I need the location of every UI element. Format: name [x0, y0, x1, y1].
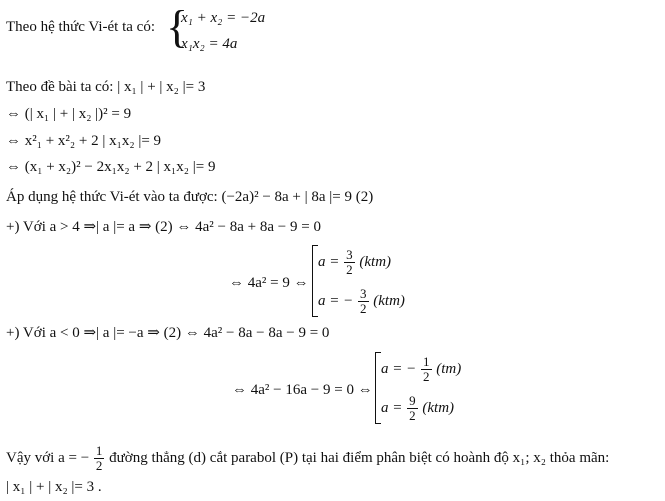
apply-vieta-line: Áp dụng hệ thức Vi-ét vào ta được: (−2a)² − 8a + | 8a |= 9 (2) — [6, 189, 374, 205]
system-brace: { — [166, 1, 189, 52]
vieta-sum: x₁ + x₂ = −2a — [181, 10, 266, 26]
conclusion-line: Vậy với a = − $\frac{1}{2}$ đường thẳng (d) cắt parabol (P) tại hai điểm phân biệt có hoành độ x₁; x₂ thỏa mãn: — [6, 443, 610, 473]
vieta-product: x₁x₂ = 4a — [181, 36, 238, 52]
case-positive-solve: ⇔ 4a² = 9 ⇔ — [229, 275, 309, 291]
step-expand: ⇔ x²₁ + x²₂ + 2 | x₁x₂ |= 9 — [6, 133, 162, 149]
vieta-intro — [6, 18, 155, 36]
case-negative-root1: a = − $\frac{1}{2}$ (tm) — [381, 354, 462, 384]
case-negative-root2: a = $\frac{9}{2}$ (ktm) — [381, 393, 455, 423]
case-positive-line: +) Với a > 4 ⇒| a |= a ⇒ (2) ⇔ 4a² − 8a + 8a − 9 = 0 — [6, 219, 321, 235]
step-rewrite: ⇔ (x₁ + x₂)² − 2x₁x₂ + 2 | x₁x₂ |= 9 — [6, 159, 216, 175]
case-negative-solve: ⇔ 4a² − 16a − 9 = 0 ⇔ — [232, 382, 373, 398]
case-positive-root1: a = $\frac{3}{2}$ (ktm) — [318, 247, 392, 277]
case-positive-root2: a = − $\frac{3}{2}$ (ktm) — [318, 286, 405, 316]
conclusion-condition: | x₁ | + | x₂ |= 3 . — [6, 479, 102, 495]
case-negative-line: +) Với a < 0 ⇒| a |= −a ⇒ (2) ⇔ 4a² − 8a − 8a − 9 = 0 — [6, 325, 330, 341]
vieta-intro-label: Theo hệ thức Vi-ét ta có: — [6, 19, 155, 35]
condition-line: Theo đề bài ta có: | x₁ | + | x₂ |= 3 — [6, 79, 206, 95]
step-square: ⇔ (| x₁ | + | x₂ |)² = 9 — [6, 106, 132, 122]
